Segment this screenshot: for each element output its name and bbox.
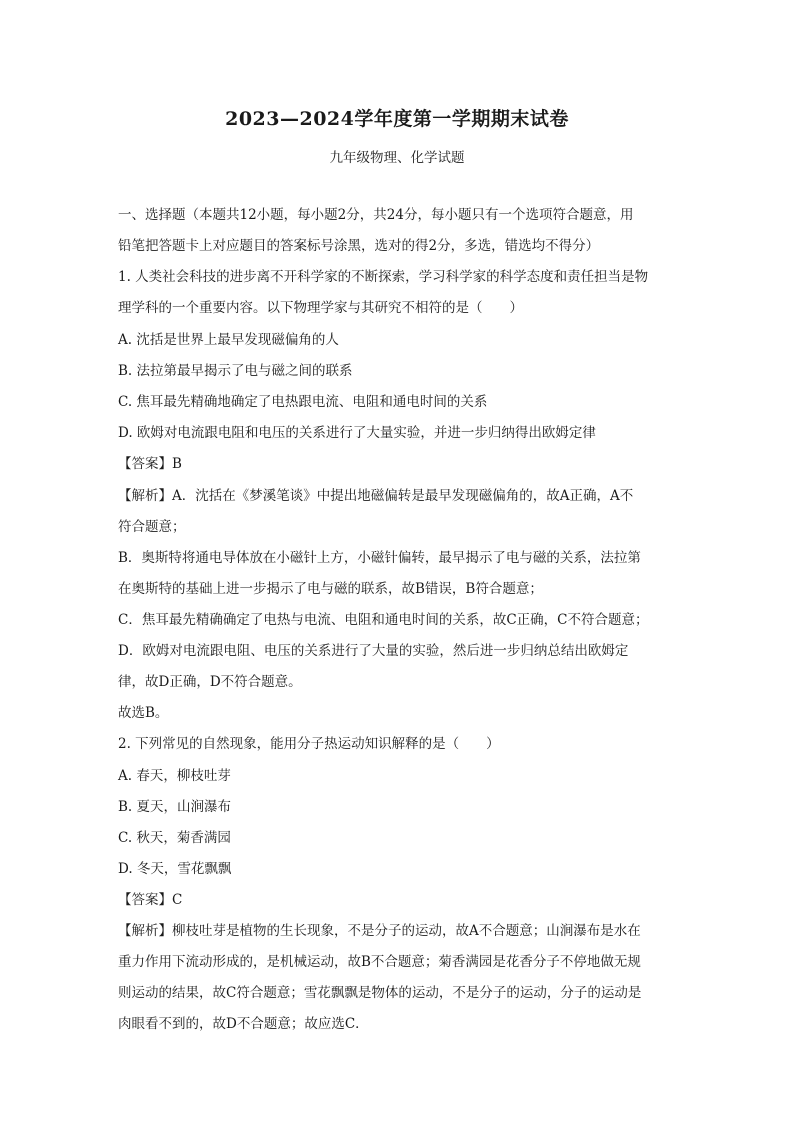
question-1-analysis-line-6: D．欧姆对电流跟电阻、电压的关系进行了大量的实验，然后进一步归纳总结出欧姆定 (118, 643, 629, 659)
section-heading-line-2: 铅笔把答题卡上对应题目的答案标号涂黑，选对的得2分，多选，错选均不得分） (118, 238, 600, 254)
question-2-option-b: B. 夏天，山涧瀑布 (118, 799, 232, 815)
section-heading-line-1: 一、选择题（本题共12小题，每小题2分，共24分，每小题只有一个选项符合题意，用 (118, 207, 634, 223)
question-1-analysis-line-5: C．焦耳最先精确确定了电热与电流、电阻和通电时间的关系，故C正确，C不符合题意； (118, 612, 649, 628)
question-2-analysis-line-4: 肉眼看不到的，故D不合题意；故应选C． (118, 1016, 369, 1032)
question-2-analysis-line-1: 【解析】柳枝吐芽是植物的生长现象，不是分子的运动，故A不合题意；山涧瀑布是水在 (118, 923, 641, 939)
question-1-analysis-line-4: 在奥斯特的基础上进一步揭示了电与磁的联系，故B错误，B符合题意； (118, 581, 543, 597)
question-1-analysis-line-3: B．奥斯特将通电导体放在小磁针上方，小磁针偏转，最早揭示了电与磁的关系，法拉第 (118, 550, 641, 566)
question-1-option-d: D. 欧姆对电流跟电阻和电压的关系进行了大量实验，并进一步归纳得出欧姆定律 (118, 425, 596, 441)
question-1-answer: 【答案】B (118, 456, 182, 472)
exam-title: 2023—2024学年度第一学期期末试卷 (225, 108, 569, 130)
question-2-stem: 2. 下列常见的自然现象，能用分子热运动知识解释的是（ ） (118, 736, 500, 752)
question-1-option-c: C. 焦耳最先精确地确定了电热跟电流、电阻和通电时间的关系 (118, 394, 488, 410)
question-2-answer: 【答案】C (118, 892, 183, 908)
question-1-analysis-line-2: 符合题意； (118, 519, 186, 535)
question-1-option-b: B. 法拉第最早揭示了电与磁之间的联系 (118, 363, 353, 379)
question-1-analysis-line-7: 律，故D正确，D不符合题意。 (118, 674, 302, 690)
question-1-stem-line-1: 1. 人类社会科技的进步离不开科学家的不断探索，学习科学家的科学态度和责任担当是物 (118, 269, 649, 285)
question-1-analysis-line-1: 【解析】A．沈括在《梦溪笔谈》中提出地磁偏转是最早发现磁偏角的，故A正确，A不 (118, 488, 634, 504)
question-2-option-a: A. 春天，柳枝吐芽 (118, 768, 231, 784)
question-2-analysis-line-3: 则运动的结果，故C符合题意；雪花飘飘是物体的运动，不是分子的运动，分子的运动是 (118, 985, 642, 1001)
question-1-stem-line-2: 理学科的一个重要内容。以下物理学家与其研究不相符的是（ ） (118, 300, 523, 316)
question-2-analysis-line-2: 重力作用下流动形成的，是机械运动，故B不合题意；菊香满园是花香分子不停地做无规 (118, 954, 641, 970)
question-1-option-a: A. 沈括是世界上最早发现磁偏角的人 (118, 332, 339, 348)
question-2-option-c: C. 秋天，菊香满园 (118, 830, 231, 846)
question-1-conclusion: 故选B。 (118, 705, 169, 721)
exam-subtitle: 九年级物理、化学试题 (329, 150, 465, 166)
question-2-option-d: D. 冬天，雪花飘飘 (118, 861, 232, 877)
